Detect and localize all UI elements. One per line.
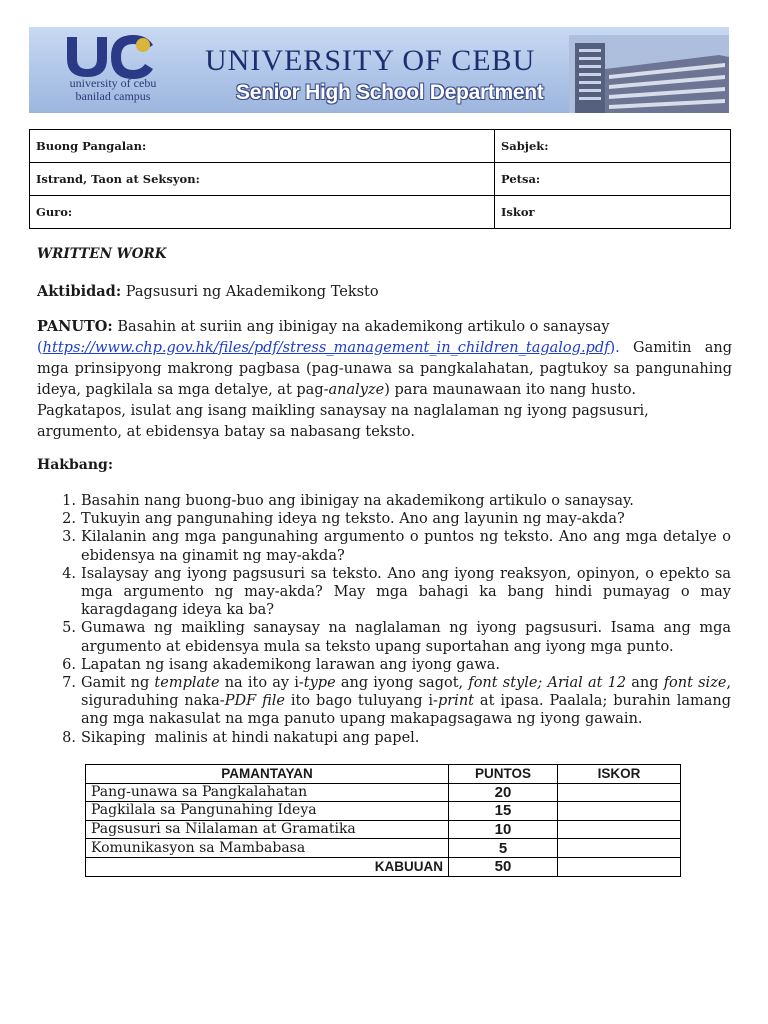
- logo-university-name: university of cebu: [69, 76, 157, 90]
- date-field[interactable]: Petsa:: [495, 163, 731, 196]
- step-text: Basahin nang buong-buo ang ibinigay na akademikong artikulo o sanaysay.: [81, 493, 634, 509]
- instructions-line: Pagkatapos, isulat ang isang maikling sanaysay na naglalaman ng iyong pagsusuri,: [37, 403, 649, 419]
- paren-close: ).: [609, 340, 620, 356]
- step-text-italic: font style; Arial at 12: [468, 675, 627, 692]
- full-name-field[interactable]: Buong Pangalan:: [30, 130, 495, 163]
- step-number: 7.: [62, 675, 76, 692]
- table-row: [30, 163, 731, 196]
- instructions-text: ideya, pagkilala sa mga detalye, at pag-: [37, 382, 329, 398]
- score-cell[interactable]: [558, 802, 681, 821]
- list-item: [56, 729, 731, 747]
- table-row: [86, 783, 681, 802]
- paren-open: (: [37, 340, 43, 356]
- activity-label: Aktibidad:: [37, 283, 122, 300]
- step-text-part: siguraduhing naka-: [81, 693, 225, 710]
- step-text-italic: font size: [663, 675, 727, 692]
- step-text-part: na ito ay i-: [219, 675, 304, 692]
- criterion-cell: Komunikasyon sa Mambabasa: [86, 839, 449, 858]
- step-number: 1.: [62, 493, 76, 509]
- instructions-text: ) para maunawaan ito nang husto.: [384, 382, 636, 398]
- step-text: ebidensya na ginamit ng may-akda?: [81, 547, 345, 564]
- list-item: [56, 528, 731, 564]
- criteria-header: PAMANTAYAN: [86, 765, 449, 784]
- step-text: Gumawa ng maikling sanaysay na naglalaman ng iyong pagsusuri. Isama ang mga: [81, 620, 731, 637]
- table-row: [86, 820, 681, 839]
- total-score-cell[interactable]: [558, 857, 681, 876]
- steps-heading: Hakbang:: [37, 457, 113, 473]
- points-cell: 5: [449, 839, 558, 858]
- step-text: Lapatan ng isang akademikong larawan ang iyong gawa.: [81, 656, 500, 673]
- instructions-line: [37, 380, 732, 401]
- step-text: ang mga nakasulat na mga panuto upang makapagsagawa ng iyong gawain.: [81, 711, 643, 728]
- university-title: UNIVERSITY OF CEBU: [205, 44, 536, 77]
- score-field[interactable]: Iskor: [495, 196, 731, 229]
- header-banner: [29, 27, 729, 113]
- table-row: [86, 839, 681, 858]
- step-text-part: Gamit ng: [81, 675, 155, 692]
- total-points: 50: [449, 857, 558, 876]
- list-item: [56, 674, 731, 729]
- step-text: [81, 674, 731, 692]
- step-text: Sikaping malinis at hindi nakatupi ang papel.: [81, 729, 420, 746]
- points-cell: 15: [449, 802, 558, 821]
- list-item: [56, 656, 731, 674]
- table-row: [30, 130, 731, 163]
- instructions-label: PANUTO:: [37, 318, 113, 335]
- instructions-line: argumento, at ebidensya batay sa nabasang teksto.: [37, 424, 415, 440]
- score-cell[interactable]: [558, 839, 681, 858]
- step-text-part: ang: [626, 675, 664, 692]
- logo-campus-name: banilad campus: [75, 89, 151, 103]
- list-item: [56, 619, 731, 655]
- step-text-part: ,: [726, 675, 732, 692]
- criterion-cell: Pagkilala sa Pangunahing Ideya: [86, 802, 449, 821]
- step-text-italic: print: [437, 693, 474, 710]
- list-item: [56, 510, 731, 528]
- step-text: mga argumento ng may-akda? May mga bahagi ka bang hindi pumayag o may: [81, 584, 731, 601]
- criterion-cell: Pagsusuri sa Nilalaman at Gramatika: [86, 820, 449, 839]
- article-link[interactable]: https://www.chp.gov.hk/files/pdf/stress_management_in_children_tagalog.pdf: [42, 340, 610, 356]
- written-work-heading: WRITTEN WORK: [37, 246, 167, 262]
- list-item: [56, 565, 731, 620]
- step-number: 4.: [62, 565, 76, 582]
- list-item: [56, 492, 731, 510]
- table-row: [30, 196, 731, 229]
- university-logo: [63, 31, 159, 79]
- step-text: argumento at ebidensya mula sa teksto upang suportahan ang iyong mga punto.: [81, 638, 674, 655]
- step-text-part: ang iyong sagot,: [335, 675, 469, 692]
- activity-line: [37, 281, 732, 303]
- step-text-italic: type: [303, 675, 336, 692]
- rubric-total-row: [86, 857, 681, 876]
- step-text: [81, 692, 731, 710]
- activity-value: Pagsusuri ng Akademikong Teksto: [125, 284, 379, 300]
- instructions-line: [37, 316, 732, 338]
- step-text-italic: PDF file: [224, 693, 285, 710]
- department-title: Senior High School Department: [236, 81, 544, 104]
- instructions-line: mga prinsipyong makrong pagbasa (pag-unawa sa pangkalahatan, pagtukoy sa pangunahing: [37, 361, 732, 377]
- instructions-line: [37, 338, 732, 359]
- strand-field[interactable]: Istrand, Taon at Seksyon:: [30, 163, 495, 196]
- score-cell[interactable]: [558, 783, 681, 802]
- step-text-part: ito bago tuluyang i-: [285, 693, 438, 710]
- score-cell[interactable]: [558, 820, 681, 839]
- step-text: Isalaysay ang iyong pagsusuri sa teksto. Ano ang iyong reaksyon, opinyon, o epekto sa: [81, 565, 731, 582]
- total-label: KABUUAN: [86, 857, 449, 876]
- campus-building-image: [569, 35, 729, 113]
- step-number: 3.: [62, 529, 76, 546]
- instructions-text: Basahin at suriin ang ibinigay na akademikong artikulo o sanaysay: [117, 319, 610, 335]
- step-text-italic: template: [154, 675, 220, 692]
- step-text-part: at ipasa. Paalala; burahin lamang: [474, 693, 731, 710]
- instructions-block: [37, 316, 732, 443]
- step-text: Tukuyin ang pangunahing ideya ng teksto. Ano ang layunin ng may-akda?: [81, 511, 625, 528]
- step-number: 8.: [62, 729, 76, 746]
- criterion-cell: Pang-unawa sa Pangkalahatan: [86, 783, 449, 802]
- step-number: 5.: [62, 620, 76, 637]
- teacher-field[interactable]: Guro:: [30, 196, 495, 229]
- step-number: 6.: [62, 656, 76, 673]
- step-text: Kilalanin ang mga pangunahing argumento o puntos ng teksto. Ano ang mga detalye o: [81, 529, 731, 546]
- instructions-text: Gamitin ang: [633, 340, 733, 356]
- step-number: 2.: [62, 511, 76, 528]
- student-info-table: [29, 129, 731, 229]
- subject-field[interactable]: Sabjek:: [495, 130, 731, 163]
- table-row: [86, 802, 681, 821]
- points-cell: 20: [449, 783, 558, 802]
- points-cell: 10: [449, 820, 558, 839]
- rubric-header-row: [86, 765, 681, 784]
- rubric-table: [85, 764, 681, 877]
- steps-list: [56, 492, 731, 747]
- instructions-italic: analyze: [328, 382, 385, 398]
- points-header: PUNTOS: [449, 765, 558, 784]
- score-header: ISKOR: [558, 765, 681, 784]
- step-text: karagdagang ideya ka ba?: [81, 602, 275, 619]
